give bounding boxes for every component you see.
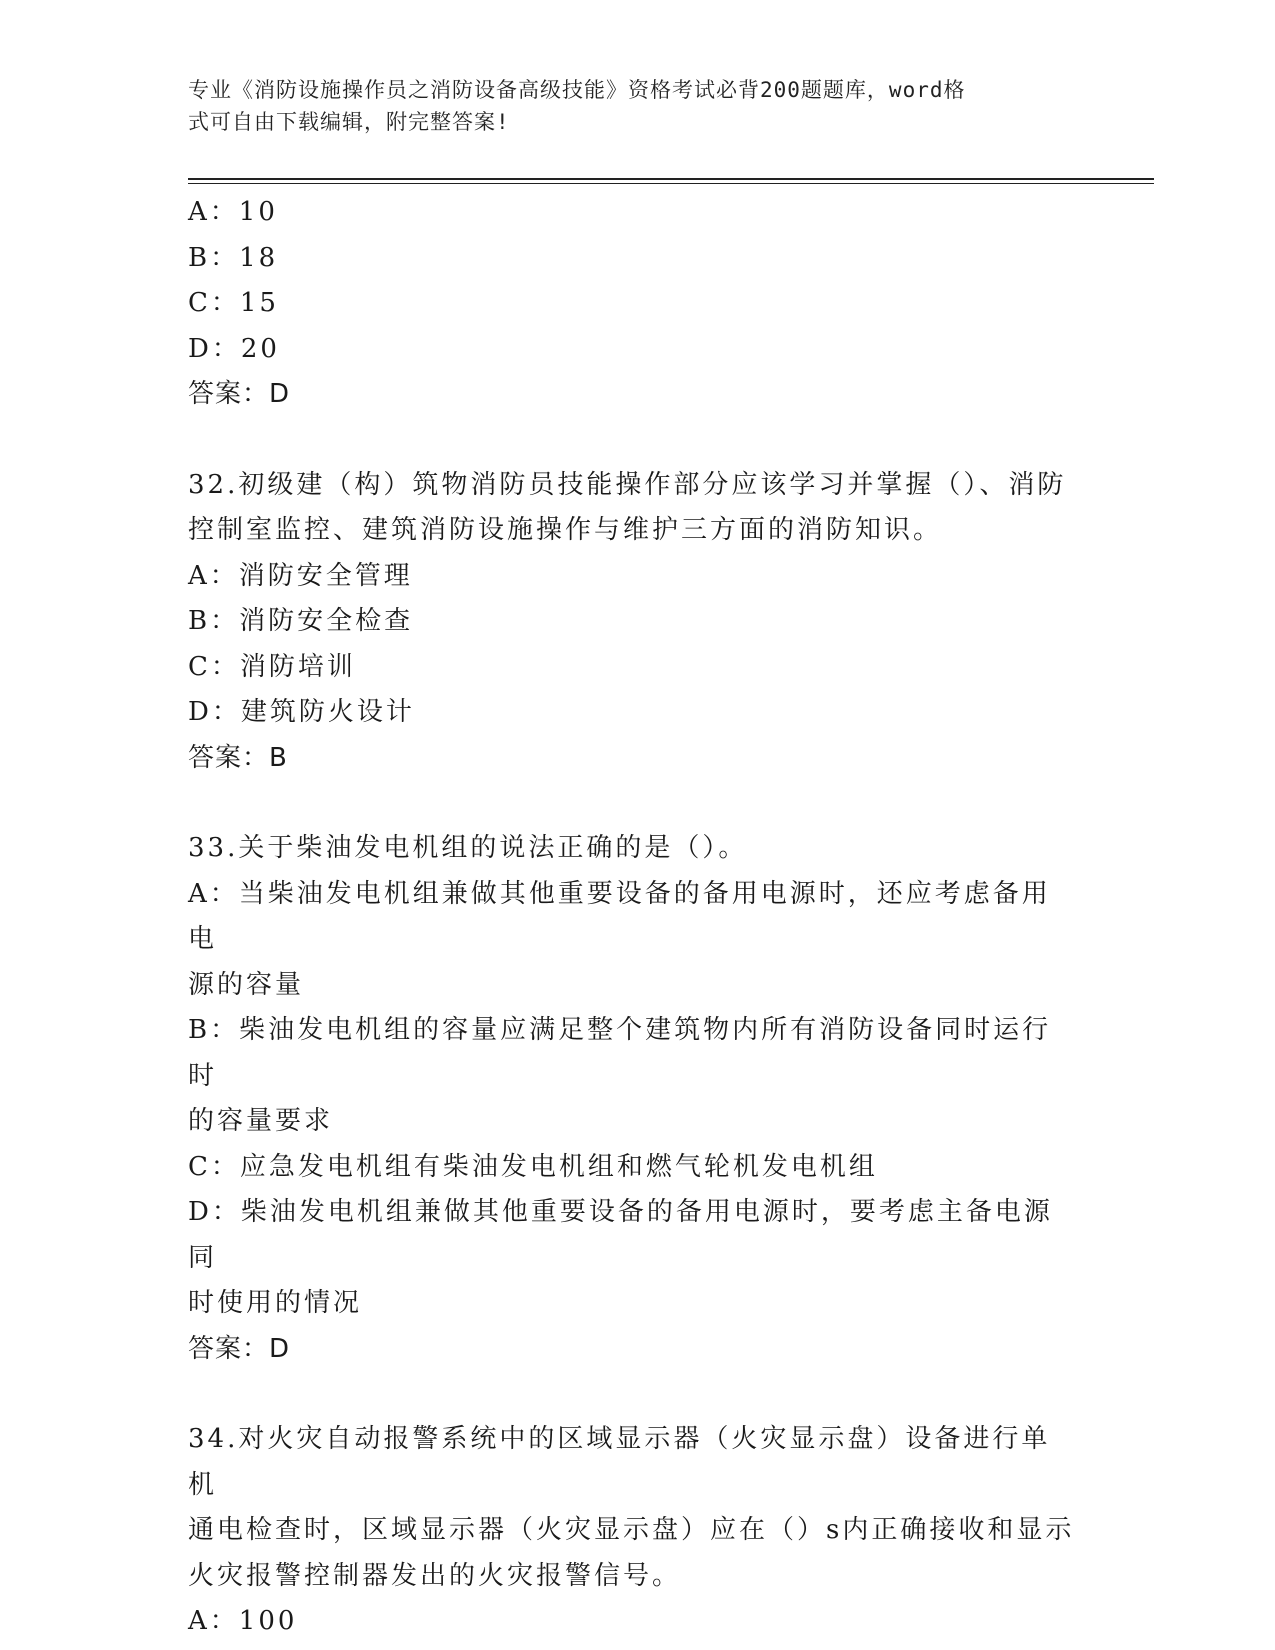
- question-text: 34.对火灾自动报警系统中的区域显示器（火灾显示盘）设备进行单机: [188, 1424, 1051, 1500]
- spacer: [188, 1372, 1078, 1417]
- question-34: [188, 1417, 1078, 1645]
- option-c: C：应急发电机组有柴油发电机组和燃气轮机发电机组: [188, 1151, 878, 1182]
- question-text: 通电检查时，区域显示器（火灾显示盘）应在（）s内正确接收和显示: [188, 1515, 1075, 1545]
- header-divider-thin: [188, 183, 1154, 184]
- option-d-continued: 时使用的情况: [188, 1288, 363, 1318]
- question-text: 32.初级建（构）筑物消防员技能操作部分应该学习并掌握（）、消防: [188, 469, 1067, 500]
- option-a-continued: 源的容量: [188, 969, 305, 1000]
- option-b: B：柴油发电机组的容量应满足整个建筑物内所有消防设备同时运行时: [188, 1015, 1052, 1091]
- option-a: A：100: [188, 1606, 298, 1636]
- option-c: C：消防培训: [188, 651, 356, 682]
- option-a: A：当柴油发电机组兼做其他重要设备的备用电源时，还应考虑备用电: [188, 878, 1051, 954]
- option-d: D：柴油发电机组兼做其他重要设备的备用电源时，要考虑主备电源同: [188, 1197, 1053, 1273]
- option-b: B：18: [188, 242, 279, 273]
- answer: 答案：B: [188, 742, 288, 773]
- answer: 答案：D: [188, 1333, 291, 1364]
- answer: 答案：D: [188, 379, 291, 409]
- option-d: D：20: [188, 333, 280, 364]
- header-divider-thick: [188, 178, 1154, 180]
- question-text: 控制室监控、建筑消防设施操作与维护三方面的消防知识。: [188, 515, 943, 545]
- option-a: A：消防安全管理: [188, 560, 413, 591]
- question-text: 33.关于柴油发电机组的说法正确的是（）。: [188, 833, 748, 863]
- header-title-line2: 式可自由下载编辑，附完整答案!: [188, 110, 510, 134]
- spacer: [188, 781, 1078, 826]
- spacer: [188, 418, 1078, 463]
- question-content: [188, 190, 1078, 1645]
- question-31: [188, 190, 1078, 418]
- option-c: C：15: [188, 288, 279, 318]
- page-header: [188, 74, 1068, 138]
- question-text: 火灾报警控制器发出的火灾报警信号。: [188, 1560, 682, 1591]
- option-b-continued: 的容量要求: [188, 1106, 334, 1136]
- question-32: [188, 463, 1078, 782]
- option-b: B：消防安全检查: [188, 606, 414, 636]
- option-a: A：10: [188, 197, 278, 227]
- header-title-line1: 专业《消防设施操作员之消防设备高级技能》资格考试必背200题题库，word格: [188, 78, 966, 102]
- question-33: [188, 826, 1078, 1372]
- option-d: D：建筑防火设计: [188, 697, 415, 727]
